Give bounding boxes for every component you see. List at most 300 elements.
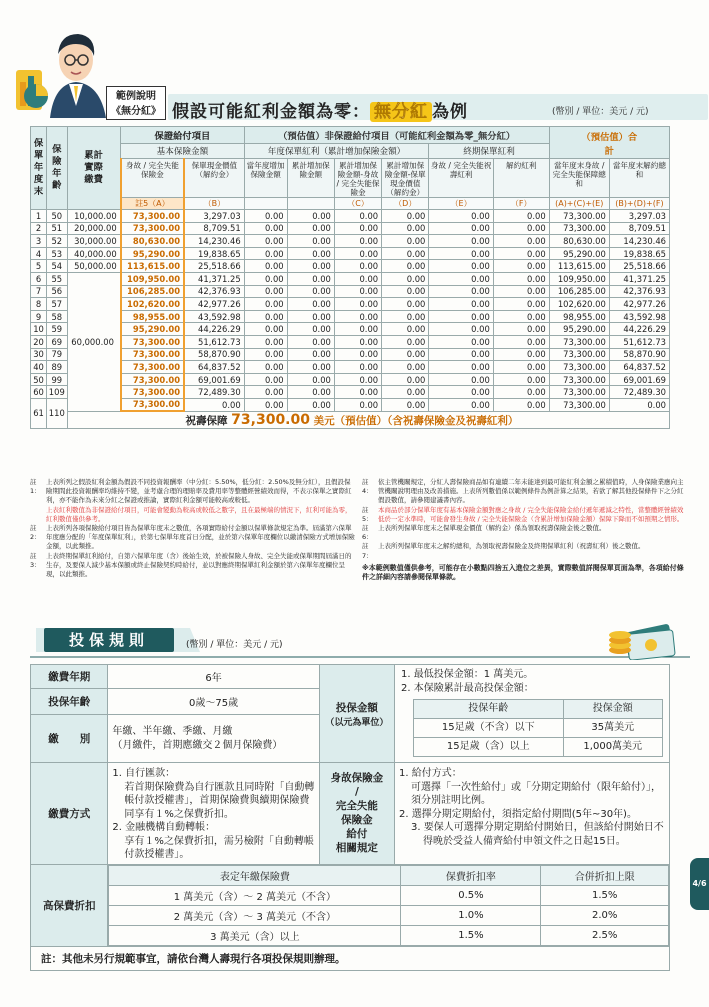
hdr-cash-value: 保單現金價值（解約金） [184, 159, 244, 198]
table-cell: 0.00 [287, 272, 334, 285]
table-cell: 8,709.51 [184, 222, 244, 235]
table-row [31, 285, 670, 298]
table-row [31, 373, 670, 386]
table-cell: 0.00 [287, 285, 334, 298]
table-cell: 0.00 [244, 348, 287, 361]
summary-cell [67, 411, 670, 429]
table-cell: 52 [47, 235, 67, 248]
note-text: 上表所列之假設紅利金額為假設不同投資報酬率（中分紅：5.50%，低分紅：2.50%及無分紅），且假設保險期間此投資報酬率均維持不變，並考慮合理的理賠率及費用率等整體經營績效而得，不表示保單之實際紅利，亦不能作為未來分紅之保證或推論，實際紅利金額可能較高或較低。 [46, 478, 352, 505]
table-cell: 73,300.00 [121, 398, 184, 411]
amount-row1-age: 15足歲（不含）以下 [413, 719, 563, 738]
table-cell: 42,977.26 [184, 298, 244, 311]
table-cell: 113,615.00 [549, 260, 609, 273]
table-cell: 43,592.98 [184, 310, 244, 323]
table-cell: 69,001.69 [609, 373, 669, 386]
example-label-line1: 範例說明 [116, 91, 156, 102]
businessman-illustration [14, 26, 114, 118]
table-cell: 109,950.00 [121, 272, 184, 285]
death-line1: 1. 給付方式： [398, 768, 462, 779]
table-cell: 0.00 [287, 398, 334, 411]
table-row [31, 210, 670, 223]
table-cell: 98,955.00 [549, 310, 609, 323]
age-label: 投保年齡 [31, 689, 108, 715]
note-item [30, 506, 355, 524]
table-cell: 6 [31, 272, 47, 285]
method-cell [108, 763, 319, 865]
amount-th-amount: 投保金額 [563, 700, 662, 719]
summary-pre: 祝壽保障 [185, 415, 228, 427]
merged-paid-cell: 60,000.00 [67, 272, 121, 411]
table-cell: 0.00 [244, 272, 287, 285]
death-label [319, 763, 394, 865]
table-cell: 0.00 [244, 398, 287, 411]
table-row [31, 235, 670, 248]
table-cell: 0.00 [382, 335, 429, 348]
table-cell: 73,300.00 [549, 222, 609, 235]
table-cell: 59 [47, 323, 67, 336]
amount-th-age: 投保年齡 [413, 700, 563, 719]
discount-cell [108, 864, 670, 946]
hdr-surrender-dividend: 解約紅利 [493, 159, 549, 198]
table-cell: 0.00 [429, 323, 493, 336]
table-cell: 0.00 [334, 323, 381, 336]
table-cell: 0.00 [493, 323, 549, 336]
table-row [31, 310, 670, 323]
table-cell: 95,290.00 [549, 247, 609, 260]
table-row [31, 272, 670, 285]
col-policy-year: 保單年度末 [31, 127, 47, 210]
table-cell: 30 [31, 348, 47, 361]
code-ace: (A)+(C)+(E) [549, 198, 609, 210]
death-line4: 3. 要保人可選擇分期定期給付開始日，但該給付開始日不得晚於受益人備齊給付申領文件之日起15日。 [410, 822, 664, 847]
table-cell: 0.00 [382, 361, 429, 374]
code-blank2 [287, 198, 334, 210]
table-cell: 58,870.90 [609, 348, 669, 361]
table-cell: 79 [47, 348, 67, 361]
table-cell: 41,371.25 [609, 272, 669, 285]
note-item [30, 524, 355, 552]
amount-line1: 1. 最低投保金額：1 萬美元。 [400, 669, 534, 680]
note-key: 註 5： [362, 505, 373, 523]
title-highlight: 無分紅 [370, 102, 432, 122]
table-cell: 0.00 [334, 310, 381, 323]
amount-row2-age: 15足歲（含）以上 [413, 738, 563, 757]
table-cell: 73,300.00 [549, 398, 609, 411]
table-cell: 73,300.00 [121, 335, 184, 348]
table-cell: 0.00 [334, 335, 381, 348]
table-cell: 0.00 [382, 398, 429, 411]
code-d: （D） [382, 198, 429, 210]
table-cell: 0.00 [287, 373, 334, 386]
table-cell: 0.00 [382, 247, 429, 260]
note-item [362, 506, 687, 524]
hdr-terminal-dividend: 終期保單紅利 [429, 144, 549, 159]
table-cell: 0.00 [429, 210, 493, 223]
table-cell: 0.00 [287, 210, 334, 223]
table-cell: 89 [47, 361, 67, 374]
table-cell: 0.00 [244, 235, 287, 248]
table-cell: 80,630.00 [121, 235, 184, 248]
discount-th-rate: 保費折扣率 [401, 865, 541, 885]
table-cell: 102,620.00 [121, 298, 184, 311]
table-cell: 0.00 [244, 285, 287, 298]
discount-r2-premium: 2 萬美元（含）～ 3 萬美元（不含） [109, 905, 401, 925]
table-cell: 0.00 [244, 310, 287, 323]
table-row [31, 247, 670, 260]
table-cell: 2 [31, 222, 47, 235]
hdr-cum-increase-death: 累計增加保險金額-身故 / 完全失能保險金 [334, 159, 381, 198]
note-star: ※本範例數值僅供參考，可能存在小數點四捨五入進位之差異，實際數值詳閱保單頁面為準，各項給付條件之詳細內容請參閱保單條款。 [362, 563, 684, 582]
table-cell: 0.00 [287, 323, 334, 336]
table-cell: 95,290.00 [121, 247, 184, 260]
note-item [362, 524, 687, 542]
note-item [362, 542, 687, 560]
hdr-guaranteed: 保證給付項目 [121, 127, 244, 144]
table-cell: 0.00 [493, 310, 549, 323]
money-stack-icon [606, 614, 686, 660]
death-label-6: 相關規定 [335, 842, 378, 855]
table-cell: 0.00 [244, 386, 287, 399]
table-row [31, 323, 670, 336]
table-cell: 0.00 [244, 361, 287, 374]
hdr-year-increase: 當年度增加保險金額 [244, 159, 287, 198]
age-value: 0歲～75歲 [108, 689, 319, 715]
death-line3: 2. 選擇分期定期給付，須指定給付期間(5年~30年)。 [398, 808, 637, 820]
table-cell: 73,300.00 [121, 348, 184, 361]
table-cell: 55 [47, 272, 67, 285]
table-cell: 0.00 [493, 285, 549, 298]
notes-left [30, 478, 355, 579]
currency-unit: (幣別 / 單位：美元 / 元) [552, 107, 649, 117]
table-cell: 8,709.51 [609, 222, 669, 235]
code-bdf: (B)+(D)+(F) [609, 198, 669, 210]
table-cell: 73,300.00 [121, 373, 184, 386]
table-cell: 95,290.00 [549, 323, 609, 336]
table-cell: 50 [31, 373, 47, 386]
table-cell: 0.00 [334, 222, 381, 235]
table-cell: 14,230.46 [609, 235, 669, 248]
table-row [31, 335, 670, 348]
table-cell: 0.00 [287, 335, 334, 348]
pay-period-label: 繳費年期 [31, 665, 108, 689]
note-key: 註 2： [30, 524, 41, 542]
note-key: 註 3： [30, 551, 41, 569]
table-cell: 0.00 [429, 361, 493, 374]
table-cell: 40,000.00 [67, 247, 121, 260]
table-cell: 25,518.66 [184, 260, 244, 273]
note-item [30, 478, 355, 506]
table-cell: 8 [31, 298, 47, 311]
table-cell: 0.00 [334, 247, 381, 260]
table-cell: 0.00 [493, 235, 549, 248]
hdr-total-surrender: 當年度末解約總和 [609, 159, 669, 198]
table-cell: 0.00 [244, 260, 287, 273]
method-line4: 享有１%之保費折扣，需另檢附「自動轉帳付款授權書」。 [124, 835, 314, 860]
table-cell: 0.00 [382, 386, 429, 399]
table-cell: 0.00 [493, 222, 549, 235]
table-cell: 58,870.90 [184, 348, 244, 361]
table-cell: 4 [31, 247, 47, 260]
table-cell: 0.00 [493, 348, 549, 361]
table-cell: 51,612.73 [609, 335, 669, 348]
hdr-basic-amount: 基本保險金額 [121, 144, 244, 159]
table-cell: 73,300.00 [549, 386, 609, 399]
death-label-5: 給付 [346, 828, 368, 841]
table-cell: 98,955.00 [121, 310, 184, 323]
discount-r3-premium: 3 萬美元（含）以上 [109, 925, 401, 945]
section-unit: (幣別 / 單位：美元 / 元) [186, 640, 283, 650]
hdr-cum-increase-cash: 累計增加保險金額-保單現金價值（解約金） [382, 159, 429, 198]
table-cell: 73,300.00 [121, 386, 184, 399]
table-cell: 10,000.00 [67, 210, 121, 223]
benefit-table [30, 126, 670, 429]
discount-r3-rate: 1.5% [401, 925, 541, 945]
table-row [31, 298, 670, 311]
discount-th-cap: 合併折扣上限 [541, 865, 669, 885]
freq-label: 繳 別 [31, 715, 108, 763]
table-cell: 0.00 [244, 210, 287, 223]
table-cell: 109,950.00 [549, 272, 609, 285]
hdr-non-guaranteed: （預估值）非保證給付項目（可能紅利金額為零_無分紅） [244, 127, 549, 144]
note-item [30, 552, 355, 580]
table-cell: 3 [31, 235, 47, 248]
table-cell: 109 [47, 386, 67, 399]
table-cell: 7 [31, 285, 47, 298]
table-cell: 0.00 [287, 386, 334, 399]
table-cell: 73,300.00 [121, 222, 184, 235]
col-paid: 累計實際繳費 [67, 127, 121, 210]
table-cell: 3,297.03 [184, 210, 244, 223]
table-cell: 106,285.00 [121, 285, 184, 298]
code-a: 註5（A） [121, 198, 184, 210]
table-cell: 56 [47, 285, 67, 298]
table-cell: 0.00 [493, 361, 549, 374]
table-cell: 42,376.93 [184, 285, 244, 298]
table-cell: 0.00 [493, 398, 549, 411]
amount-row2-amount: 1,000萬美元 [563, 738, 662, 757]
table-row [31, 398, 670, 411]
table-cell: 0.00 [382, 222, 429, 235]
table-cell: 69 [47, 335, 67, 348]
table-cell: 5 [31, 260, 47, 273]
hdr-cum-increase: 累計增加保險金額 [287, 159, 334, 198]
table-cell: 19,838.65 [609, 247, 669, 260]
amount-label-sub: （以元為單位） [325, 717, 389, 728]
title-pre: 假設可能紅利金額為零： [172, 102, 370, 122]
amount-line2: 2. 本保險累計最高投保金額： [400, 683, 534, 694]
table-row [31, 348, 670, 361]
table-cell: 0.00 [429, 222, 493, 235]
table-row [31, 361, 670, 374]
table-cell: 0.00 [429, 298, 493, 311]
table-cell: 73,300.00 [549, 335, 609, 348]
table-cell: 0.00 [609, 398, 669, 411]
discount-r1-rate: 0.5% [401, 885, 541, 905]
table-cell: 0.00 [493, 373, 549, 386]
discount-r1-cap: 1.5% [541, 885, 669, 905]
table-cell: 14,230.46 [184, 235, 244, 248]
table-cell: 73,300.00 [121, 361, 184, 374]
table-cell: 0.00 [429, 373, 493, 386]
table-cell: 0.00 [429, 335, 493, 348]
table-cell: 0.00 [429, 247, 493, 260]
freq-cell [108, 715, 319, 763]
discount-r2-cap: 2.0% [541, 905, 669, 925]
table-row [31, 386, 670, 399]
table-cell: 40 [31, 361, 47, 374]
table-cell: 0.00 [334, 373, 381, 386]
col-age: 保險年齡 [47, 127, 67, 210]
table-cell: 69,001.69 [184, 373, 244, 386]
freq-line2: （月繳件，首期應繳交２個月保險費） [112, 739, 283, 751]
table-cell: 30,000.00 [67, 235, 121, 248]
note-text: 本商品於部分保單年度有基本保險金額對應之身故 / 完全失能保險金給付遞年遞減之特性，當整體經營績效低於一定水準時，可能會發生身故 / 完全失能保險金（含累計增加保險金額）保障下降而不如預期之情形。 [378, 505, 684, 523]
table-cell: 95,290.00 [121, 323, 184, 336]
table-cell: 0.00 [287, 260, 334, 273]
table-cell: 80,630.00 [549, 235, 609, 248]
table-cell: 41,371.25 [184, 272, 244, 285]
death-cell [394, 763, 669, 865]
discount-r2-rate: 1.0% [401, 905, 541, 925]
table-cell: 102,620.00 [549, 298, 609, 311]
table-cell: 0.00 [382, 285, 429, 298]
table-cell: 0.00 [334, 272, 381, 285]
table-cell: 61 [31, 398, 47, 428]
death-label-4: 保險金 [341, 814, 373, 827]
note-key: 註 1： [30, 478, 41, 496]
table-cell: 0.00 [493, 298, 549, 311]
freq-line1: 年繳、半年繳、季繳、月繳 [112, 725, 233, 737]
table-cell: 0.00 [287, 235, 334, 248]
table-cell: 0.00 [287, 361, 334, 374]
note-text: 上表終期保單紅利給付，自第六保單年度（含）後始生效，於被保險人身故、完全失能或保單期間屆滿日的生存，及要保人減少基本保額或終止保險契約時給付，並以對應終期保單紅利金額於第六保單年度欄位呈現，以此類推。 [46, 551, 352, 579]
table-cell: 42,376.93 [609, 285, 669, 298]
note-key [30, 506, 46, 524]
table-cell: 106,285.00 [549, 285, 609, 298]
table-cell: 0.00 [429, 285, 493, 298]
method-line2: 若首期保險費為自行匯款且同時附「自動轉帳付款授權書」，首期保險費與續期保險費同享有１%之保費折扣。 [124, 781, 315, 820]
table-cell: 20 [31, 335, 47, 348]
table-cell: 64,837.52 [609, 361, 669, 374]
table-cell: 113,615.00 [121, 260, 184, 273]
table-cell: 0.00 [287, 247, 334, 260]
table-cell: 3,297.03 [609, 210, 669, 223]
table-cell: 1 [31, 210, 47, 223]
table-cell: 54 [47, 260, 67, 273]
title-post: 為例 [432, 102, 468, 122]
table-cell: 0.00 [429, 235, 493, 248]
amount-cell [394, 665, 669, 763]
table-cell: 0.00 [287, 348, 334, 361]
hdr-annual-dividend: 年度保單紅利（累計增加保險金額） [244, 144, 429, 159]
amount-subtable [413, 699, 663, 757]
method-line3: 2. 金融機構自動轉帳： [112, 822, 216, 833]
table-cell: 50 [47, 210, 67, 223]
table-cell: 50,000.00 [67, 260, 121, 273]
table-cell: 0.00 [382, 298, 429, 311]
table-cell: 0.00 [334, 386, 381, 399]
table-cell: 0.00 [334, 398, 381, 411]
table-row [31, 222, 670, 235]
table-cell: 0.00 [244, 335, 287, 348]
code-f: （F） [493, 198, 549, 210]
table-cell: 0.00 [334, 348, 381, 361]
table-cell: 0.00 [334, 361, 381, 374]
note-key: 註 6： [362, 524, 373, 542]
table-cell: 0.00 [382, 323, 429, 336]
table-cell: 9 [31, 310, 47, 323]
pay-period-value: 6年 [108, 665, 319, 689]
table-cell: 0.00 [334, 285, 381, 298]
page-tab [690, 858, 709, 910]
table-cell: 73,300.00 [549, 361, 609, 374]
table-cell: 0.00 [244, 247, 287, 260]
table-cell: 0.00 [334, 210, 381, 223]
table-row [31, 260, 670, 273]
table-cell: 0.00 [184, 398, 244, 411]
table-cell: 0.00 [287, 298, 334, 311]
amount-row1-amount: 35萬美元 [563, 719, 662, 738]
table-cell: 43,592.98 [609, 310, 669, 323]
benefit-table-body [31, 210, 670, 429]
table-cell: 64,837.52 [184, 361, 244, 374]
table-cell: 0.00 [382, 348, 429, 361]
hdr-longevity-dividend: 身故 / 完全失能祝壽紅利 [429, 159, 493, 198]
death-label-3: 完全失能 [335, 800, 378, 813]
table-cell: 99 [47, 373, 67, 386]
table-cell: 0.00 [429, 398, 493, 411]
table-cell: 60 [31, 386, 47, 399]
discount-r1-premium: 1 萬美元（含）～ 2 萬美元（不含） [109, 885, 401, 905]
table-cell: 0.00 [493, 210, 549, 223]
table-cell: 0.00 [287, 222, 334, 235]
note-item [362, 478, 687, 506]
table-cell: 73,300.00 [121, 210, 184, 223]
table-cell: 51,612.73 [184, 335, 244, 348]
table-cell: 20,000.00 [67, 222, 121, 235]
note-key: 註 4： [362, 478, 373, 496]
table-cell: 73,300.00 [549, 348, 609, 361]
note-text: 依主管機關規定，分紅人壽保險商品如有連續二年未能達到最可能紅利金額之累積值時，人身保險業應向主管機關說明理由及改善措施。上表所列數值係以範例條件為例計算之結果，若欲了解其他投保條件下之分紅假設數值，請參閱建議書內容。 [378, 478, 684, 505]
note-text: 上表紅利數值為非保證給付項目，可能會變動為較高或較低之數字，且在最極端的情況下，紅利可能為零，紅利數值僅供參考。 [46, 505, 352, 523]
table-cell: 44,226.29 [609, 323, 669, 336]
table-cell: 0.00 [429, 310, 493, 323]
table-cell: 51 [47, 222, 67, 235]
table-cell: 0.00 [244, 298, 287, 311]
footer-note: 註：其他未另行規範事宜，請依台灣人壽現行各項投保規則辦理。 [31, 946, 670, 970]
example-label [106, 86, 166, 120]
hdr-total-death: 當年度末身故 / 完全失能保障總和 [549, 159, 609, 198]
hdr-total: （預估值）合 計 [549, 127, 669, 159]
table-cell: 73,300.00 [549, 210, 609, 223]
table-cell: 0.00 [244, 323, 287, 336]
table-cell: 0.00 [287, 310, 334, 323]
rules-table [30, 664, 670, 971]
discount-th-premium: 表定年繳保險費 [109, 865, 401, 885]
table-cell: 0.00 [244, 222, 287, 235]
table-cell: 0.00 [429, 272, 493, 285]
table-cell: 0.00 [429, 348, 493, 361]
code-e: （E） [429, 198, 493, 210]
table-cell: 0.00 [429, 260, 493, 273]
amount-label [319, 665, 394, 763]
table-cell: 72,489.30 [609, 386, 669, 399]
table-cell: 10 [31, 323, 47, 336]
table-cell: 58 [47, 310, 67, 323]
table-cell: 0.00 [382, 272, 429, 285]
table-cell: 0.00 [382, 310, 429, 323]
table-cell: 25,518.66 [609, 260, 669, 273]
